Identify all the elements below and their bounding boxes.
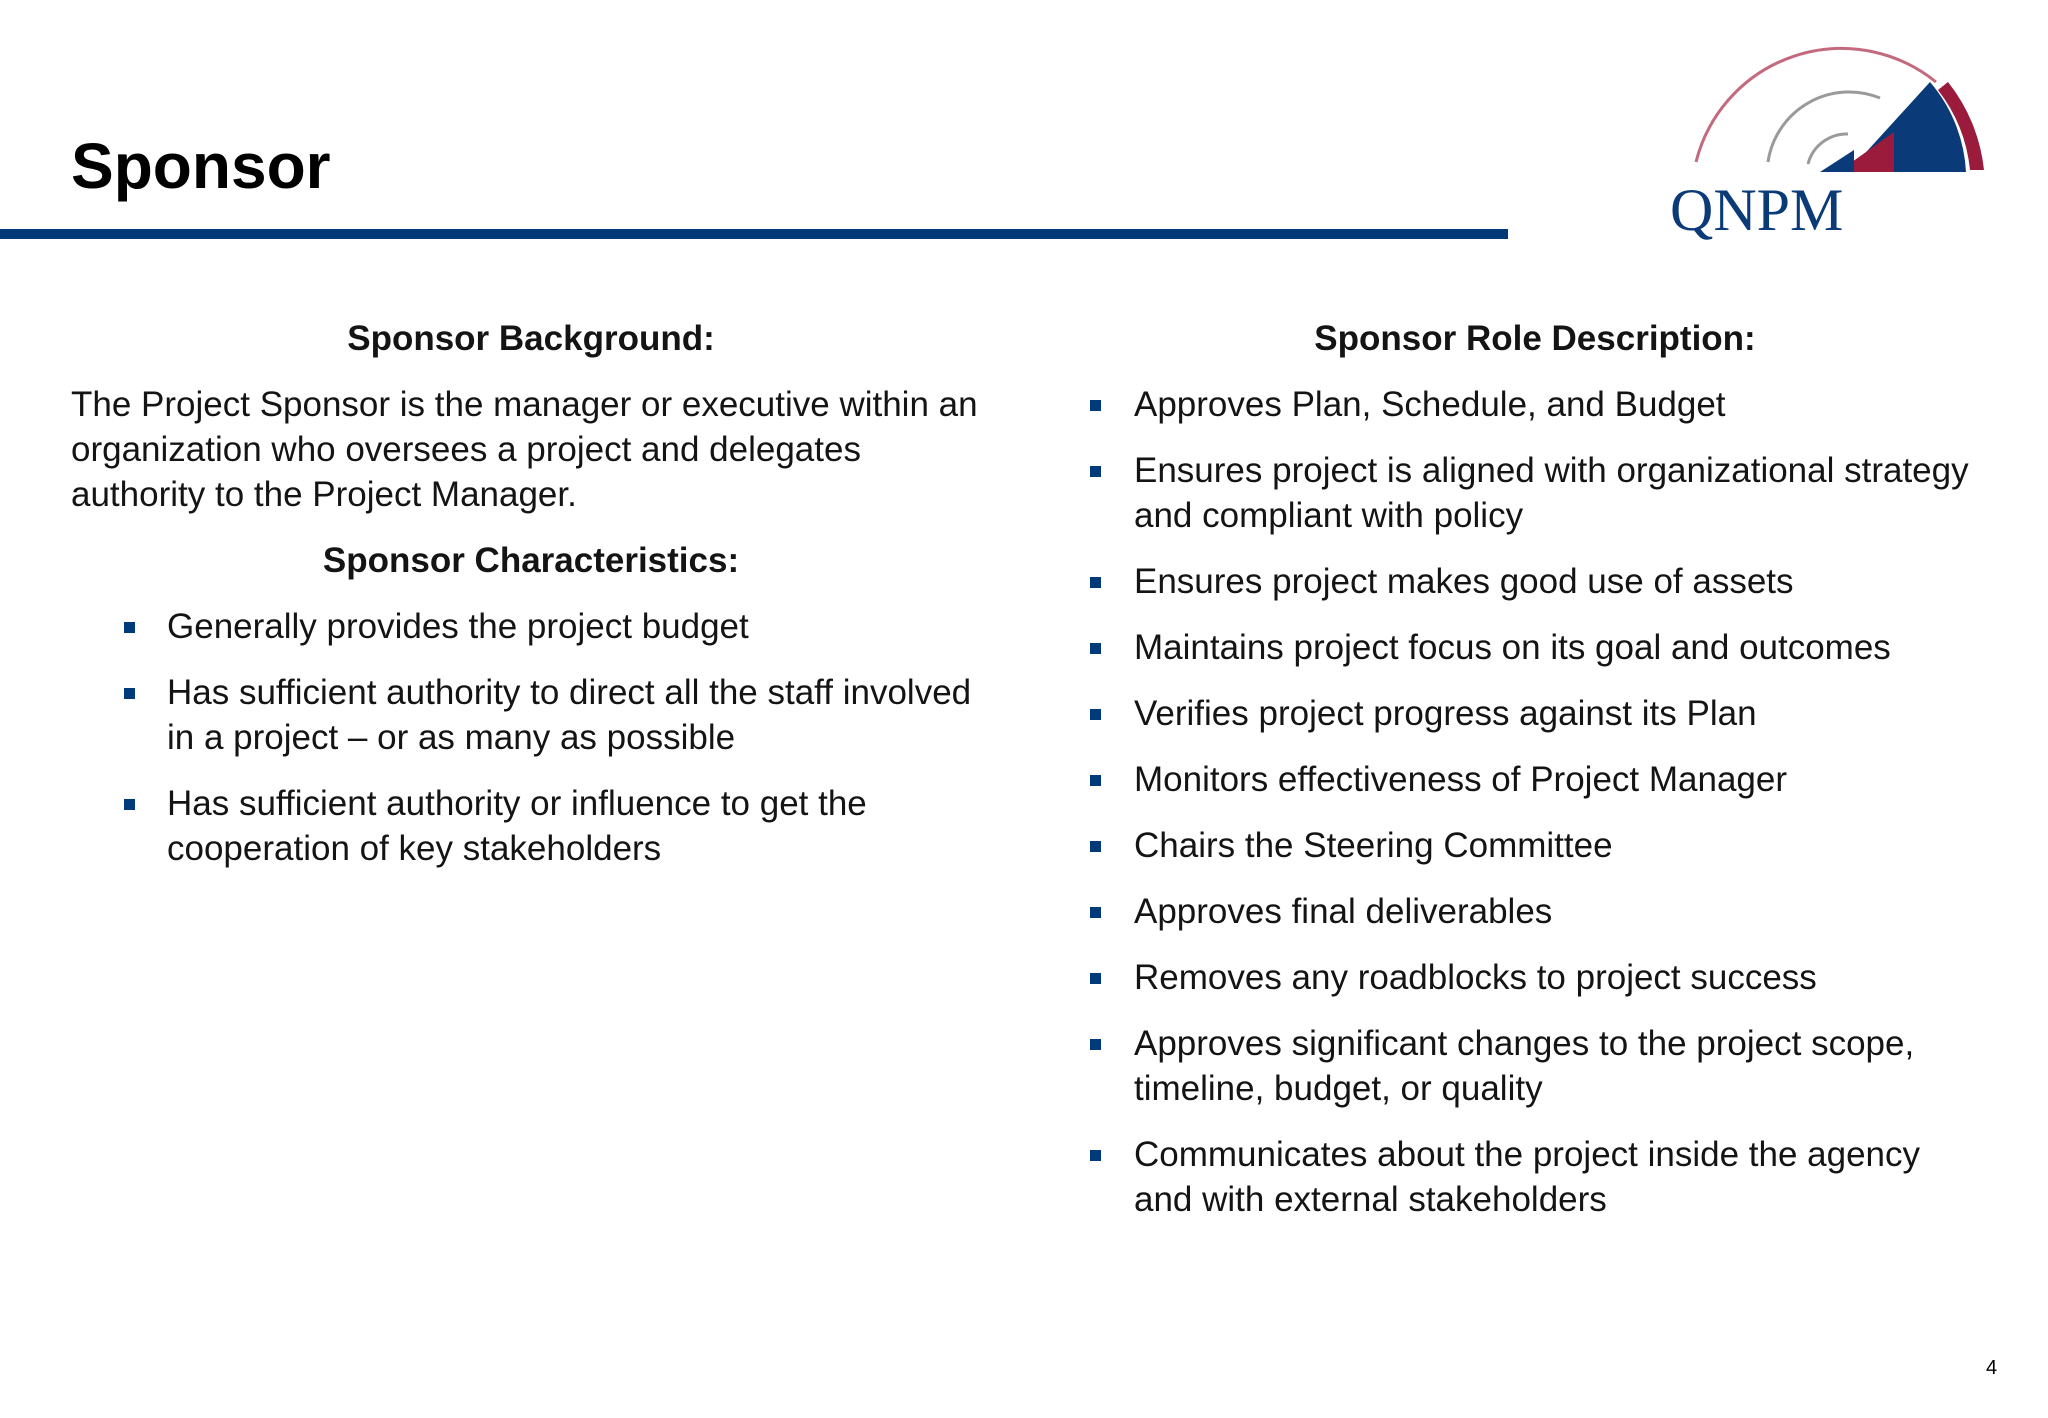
background-heading: Sponsor Background: xyxy=(347,319,715,358)
role-heading: Sponsor Role Description: xyxy=(1314,319,1756,358)
list-item-text: Approves Plan, Schedule, and Budget xyxy=(1134,385,1726,424)
bullet-square-icon xyxy=(124,799,135,810)
qnpm-arc-logo-icon xyxy=(1648,22,2004,250)
list-item xyxy=(71,670,991,760)
list-item-text: Generally provides the project budget xyxy=(167,607,749,646)
page-number: 4 xyxy=(1986,1357,1998,1379)
list-item xyxy=(1085,382,1985,427)
background-text: The Project Sponsor is the manager or executive within an organization who oversees a project and delegates authority to the Project Manager. xyxy=(71,385,978,514)
list-item xyxy=(1085,625,1985,670)
list-item-text: Removes any roadblocks to project success xyxy=(1134,958,1817,997)
bullet-square-icon xyxy=(1090,400,1101,411)
roles-list xyxy=(1085,382,1985,1222)
list-item xyxy=(1085,691,1985,736)
list-item xyxy=(71,604,991,649)
bullet-square-icon xyxy=(124,622,135,633)
right-column xyxy=(1085,316,1985,1243)
middle-arc xyxy=(1768,92,1880,162)
list-item-text: Approves final deliverables xyxy=(1134,892,1553,931)
list-item-text: Approves significant changes to the project scope, timeline, budget, or quality xyxy=(1134,1024,1915,1108)
qnpm-logo xyxy=(1648,22,2004,250)
left-column xyxy=(71,316,991,892)
bullet-square-icon xyxy=(1090,775,1101,786)
list-item-text: Has sufficient authority or influence to get the cooperation of key stakeholders xyxy=(167,784,867,868)
bullet-square-icon xyxy=(1090,577,1101,588)
navy-triangle xyxy=(1820,150,1854,172)
list-item xyxy=(1085,1021,1985,1111)
list-item-text: Ensures project makes good use of assets xyxy=(1134,562,1794,601)
list-item-text: Monitors effectiveness of Project Manager xyxy=(1134,760,1788,799)
list-item xyxy=(1085,559,1985,604)
bullet-square-icon xyxy=(1090,1039,1101,1050)
bullet-square-icon xyxy=(1090,709,1101,720)
list-item-text: Chairs the Steering Committee xyxy=(1134,826,1613,865)
list-item xyxy=(1085,448,1985,538)
logo-wordmark: QNPM xyxy=(1670,177,1844,243)
bullet-square-icon xyxy=(124,688,135,699)
bullet-square-icon xyxy=(1090,643,1101,654)
title-divider xyxy=(0,229,1508,239)
bullet-square-icon xyxy=(1090,466,1101,477)
list-item xyxy=(1085,955,1985,1000)
bullet-square-icon xyxy=(1090,973,1101,984)
list-item-text: Has sufficient authority to direct all the staff involved in a project – or as many as possible xyxy=(167,673,972,757)
slide-title: Sponsor xyxy=(71,130,331,202)
characteristics-heading: Sponsor Characteristics: xyxy=(322,541,740,580)
list-item-text: Ensures project is aligned with organizational strategy and compliant with policy xyxy=(1134,451,1969,535)
list-item xyxy=(71,781,991,871)
characteristics-list xyxy=(71,604,991,871)
list-item xyxy=(1085,889,1985,934)
list-item xyxy=(1085,1132,1985,1222)
list-item xyxy=(1085,757,1985,802)
list-item-text: Verifies project progress against its Plan xyxy=(1134,694,1757,733)
bullet-square-icon xyxy=(1090,1150,1101,1161)
list-item-text: Maintains project focus on its goal and outcomes xyxy=(1134,628,1891,667)
list-item-text: Communicates about the project inside the agency and with external stakeholders xyxy=(1134,1135,1921,1219)
bullet-square-icon xyxy=(1090,907,1101,918)
list-item xyxy=(1085,823,1985,868)
bullet-square-icon xyxy=(1090,841,1101,852)
